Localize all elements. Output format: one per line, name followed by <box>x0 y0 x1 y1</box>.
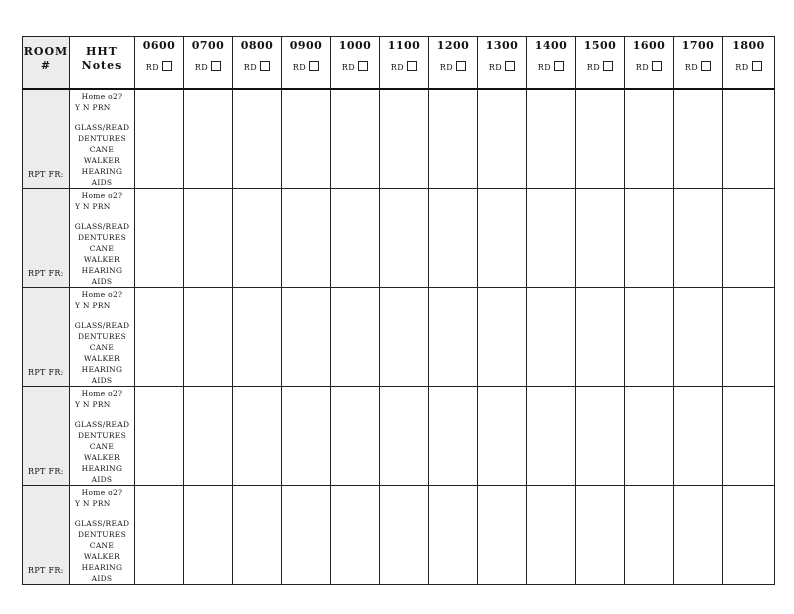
time-cell-1700[interactable] <box>674 387 723 486</box>
home-o2-label: Home o2? <box>81 488 123 497</box>
notes-header <box>70 37 135 90</box>
time-cell-0700[interactable] <box>184 387 233 486</box>
rd-checkbox[interactable] <box>554 61 564 71</box>
time-cell-1300[interactable] <box>478 486 527 585</box>
time-header-1700 <box>674 37 723 90</box>
time-header-1600 <box>625 37 674 90</box>
rd-control <box>429 61 477 72</box>
time-cell-0800[interactable] <box>233 387 282 486</box>
rd-label: RD <box>292 63 307 72</box>
rd-label: RD <box>341 63 356 72</box>
rd-label: RD <box>586 63 601 72</box>
time-label: 1200 <box>436 39 470 52</box>
time-cell-1400[interactable] <box>527 288 576 387</box>
rd-control <box>674 61 722 72</box>
rd-checkbox[interactable] <box>309 61 319 71</box>
glass-read-option[interactable]: GLASS/READ <box>74 519 130 528</box>
notes-header-line2: Notes <box>81 59 123 72</box>
time-header-1100 <box>380 37 429 90</box>
time-cell-0700[interactable] <box>184 189 233 288</box>
room-header-line2: # <box>40 59 52 72</box>
glass-read-option[interactable]: GLASS/READ <box>74 123 130 132</box>
time-cell-1500[interactable] <box>576 189 625 288</box>
time-cell-1100[interactable] <box>380 89 429 189</box>
time-label: 1500 <box>583 39 617 52</box>
patient-row <box>23 288 775 387</box>
rd-label: RD <box>390 63 405 72</box>
time-label: 1700 <box>681 39 715 52</box>
time-header-0900 <box>282 37 331 90</box>
spacer <box>70 212 134 221</box>
rd-label: RD <box>684 63 699 72</box>
time-cell-1000[interactable] <box>331 189 380 288</box>
time-cell-0900[interactable] <box>282 189 331 288</box>
rd-control <box>184 61 232 72</box>
time-cell-0900[interactable] <box>282 387 331 486</box>
time-cell-1000[interactable] <box>331 486 380 585</box>
rd-label: RD <box>488 63 503 72</box>
time-cell-1600[interactable] <box>625 387 674 486</box>
walker-option[interactable]: WALKER <box>83 552 121 561</box>
time-cell-1100[interactable] <box>380 189 429 288</box>
time-label: 1600 <box>632 39 666 52</box>
time-cell-1800[interactable] <box>723 189 775 288</box>
time-header-0800 <box>233 37 282 90</box>
rd-checkbox[interactable] <box>652 61 662 71</box>
rd-control <box>576 61 624 72</box>
time-cell-0900[interactable] <box>282 89 331 189</box>
yn-prn-options[interactable]: Y N PRN <box>75 202 111 211</box>
time-cell-1600[interactable] <box>625 288 674 387</box>
time-cell-1700[interactable] <box>674 486 723 585</box>
time-cell-1700[interactable] <box>674 288 723 387</box>
glass-read-option[interactable]: GLASS/READ <box>74 420 130 429</box>
rd-label: RD <box>537 63 552 72</box>
hearing-aids-option[interactable]: HEARING AIDS <box>81 167 123 187</box>
time-cell-0700[interactable] <box>184 89 233 189</box>
time-cell-1400[interactable] <box>527 189 576 288</box>
rpt-from-label: RPT FR: <box>28 368 64 377</box>
cane-option[interactable]: CANE <box>89 343 115 352</box>
yn-prn-options[interactable]: Y N PRN <box>75 103 111 112</box>
glass-read-option[interactable]: GLASS/READ <box>74 321 130 330</box>
time-cell-1000[interactable] <box>331 89 380 189</box>
room-cell[interactable] <box>23 288 70 387</box>
rd-control <box>527 61 575 72</box>
time-cell-1300[interactable] <box>478 288 527 387</box>
header-row <box>23 37 775 90</box>
rd-control <box>331 61 379 72</box>
walker-option[interactable]: WALKER <box>83 453 121 462</box>
time-cell-1600[interactable] <box>625 189 674 288</box>
time-cell-0700[interactable] <box>184 288 233 387</box>
time-header-0600 <box>135 37 184 90</box>
rd-checkbox[interactable] <box>211 61 221 71</box>
notes-cell <box>70 387 135 486</box>
time-cell-1800[interactable] <box>723 288 775 387</box>
cane-option[interactable]: CANE <box>89 442 115 451</box>
time-cell-1200[interactable] <box>429 486 478 585</box>
time-cell-0900[interactable] <box>282 486 331 585</box>
time-header-1800 <box>723 37 775 90</box>
time-label: 1800 <box>732 39 765 52</box>
room-cell[interactable] <box>23 89 70 189</box>
time-cell-1100[interactable] <box>380 387 429 486</box>
time-label: 0800 <box>240 39 274 52</box>
rd-label: RD <box>243 63 258 72</box>
room-cell[interactable] <box>23 189 70 288</box>
time-cell-1500[interactable] <box>576 387 625 486</box>
room-header <box>23 37 70 90</box>
time-header-0700 <box>184 37 233 90</box>
hearing-aids-option[interactable]: HEARING AIDS <box>81 563 123 583</box>
time-label: 1300 <box>485 39 519 52</box>
time-cell-1500[interactable] <box>576 288 625 387</box>
notes-cell <box>70 89 135 189</box>
time-cell-1800[interactable] <box>723 387 775 486</box>
walker-option[interactable]: WALKER <box>83 255 121 264</box>
time-cell-0800[interactable] <box>233 288 282 387</box>
rd-checkbox[interactable] <box>752 61 762 71</box>
rd-checkbox[interactable] <box>505 61 515 71</box>
spacer <box>70 410 134 419</box>
rd-control <box>135 61 183 72</box>
time-cell-0600[interactable] <box>135 288 184 387</box>
time-cell-1800[interactable] <box>723 486 775 585</box>
time-cell-0600[interactable] <box>135 486 184 585</box>
notes-cell <box>70 189 135 288</box>
time-cell-1800[interactable] <box>723 89 775 189</box>
home-o2-label: Home o2? <box>81 92 123 101</box>
rd-checkbox[interactable] <box>603 61 613 71</box>
rd-control <box>478 61 526 72</box>
home-o2-label: Home o2? <box>81 389 123 398</box>
yn-prn-options[interactable]: Y N PRN <box>75 499 111 508</box>
time-label: 1400 <box>534 39 568 52</box>
rd-label: RD <box>194 63 209 72</box>
patient-row <box>23 89 775 189</box>
rd-checkbox[interactable] <box>407 61 417 71</box>
time-cell-0800[interactable] <box>233 486 282 585</box>
rpt-from-label: RPT FR: <box>28 269 64 278</box>
rpt-from-label: RPT FR: <box>28 566 64 575</box>
time-cell-1200[interactable] <box>429 189 478 288</box>
time-cell-0600[interactable] <box>135 189 184 288</box>
cane-option[interactable]: CANE <box>89 244 115 253</box>
glass-read-option[interactable]: GLASS/READ <box>74 222 130 231</box>
dentures-option[interactable]: DENTURES <box>77 233 127 242</box>
room-header-line1: ROOM <box>23 45 69 58</box>
cane-option[interactable]: CANE <box>89 541 115 550</box>
time-cell-1200[interactable] <box>429 89 478 189</box>
time-label: 1100 <box>387 39 421 52</box>
hearing-aids-option[interactable]: HEARING AIDS <box>81 365 123 385</box>
time-cell-0600[interactable] <box>135 89 184 189</box>
walker-option[interactable]: WALKER <box>83 156 121 165</box>
walker-option[interactable]: WALKER <box>83 354 121 363</box>
time-label: 0600 <box>142 39 176 52</box>
time-cell-1300[interactable] <box>478 387 527 486</box>
time-cell-1400[interactable] <box>527 387 576 486</box>
rpt-from-label: RPT FR: <box>28 467 64 476</box>
notes-cell <box>70 486 135 585</box>
time-cell-1100[interactable] <box>380 288 429 387</box>
dentures-option[interactable]: DENTURES <box>77 431 127 440</box>
yn-prn-options[interactable]: Y N PRN <box>75 301 111 310</box>
time-cell-1700[interactable] <box>674 189 723 288</box>
rd-checkbox[interactable] <box>358 61 368 71</box>
time-cell-1400[interactable] <box>527 89 576 189</box>
time-cell-0700[interactable] <box>184 486 233 585</box>
time-cell-1600[interactable] <box>625 89 674 189</box>
hearing-aids-option[interactable]: HEARING AIDS <box>81 464 123 484</box>
time-header-1400 <box>527 37 576 90</box>
time-cell-1500[interactable] <box>576 486 625 585</box>
time-cell-1100[interactable] <box>380 486 429 585</box>
notes-header-line1: HHT <box>86 45 118 58</box>
time-label: 0900 <box>289 39 323 52</box>
home-o2-label: Home o2? <box>81 191 123 200</box>
time-cell-1200[interactable] <box>429 288 478 387</box>
rd-label: RD <box>145 63 160 72</box>
time-cell-1300[interactable] <box>478 89 527 189</box>
time-header-1300 <box>478 37 527 90</box>
spacer <box>70 311 134 320</box>
time-cell-1000[interactable] <box>331 387 380 486</box>
time-cell-1000[interactable] <box>331 288 380 387</box>
yn-prn-options[interactable]: Y N PRN <box>75 400 111 409</box>
rd-control <box>723 61 774 72</box>
time-header-1000 <box>331 37 380 90</box>
patient-row <box>23 387 775 486</box>
patient-row <box>23 189 775 288</box>
time-cell-0900[interactable] <box>282 288 331 387</box>
time-cell-1500[interactable] <box>576 89 625 189</box>
rd-checkbox[interactable] <box>162 61 172 71</box>
rd-checkbox[interactable] <box>456 61 466 71</box>
time-cell-1700[interactable] <box>674 89 723 189</box>
rd-label: RD <box>635 63 650 72</box>
dentures-option[interactable]: DENTURES <box>77 134 127 143</box>
home-o2-label: Home o2? <box>81 290 123 299</box>
rounding-sheet <box>22 36 775 585</box>
time-label: 1000 <box>338 39 372 52</box>
time-cell-1200[interactable] <box>429 387 478 486</box>
room-cell[interactable] <box>23 387 70 486</box>
time-cell-1600[interactable] <box>625 486 674 585</box>
rd-control <box>233 61 281 72</box>
rpt-from-label: RPT FR: <box>28 170 64 179</box>
spacer <box>70 509 134 518</box>
hearing-aids-option[interactable]: HEARING AIDS <box>81 266 123 286</box>
time-header-1200 <box>429 37 478 90</box>
time-cell-0800[interactable] <box>233 189 282 288</box>
rd-control <box>282 61 330 72</box>
time-cell-0600[interactable] <box>135 387 184 486</box>
time-label: 0700 <box>191 39 225 52</box>
time-header-1500 <box>576 37 625 90</box>
time-cell-1300[interactable] <box>478 189 527 288</box>
rd-checkbox[interactable] <box>260 61 270 71</box>
time-cell-1400[interactable] <box>527 486 576 585</box>
rd-label: RD <box>735 63 749 72</box>
rd-control <box>625 61 673 72</box>
rd-checkbox[interactable] <box>701 61 711 71</box>
dentures-option[interactable]: DENTURES <box>77 530 127 539</box>
rd-label: RD <box>439 63 454 72</box>
notes-cell <box>70 288 135 387</box>
room-cell[interactable] <box>23 486 70 585</box>
time-cell-0800[interactable] <box>233 89 282 189</box>
dentures-option[interactable]: DENTURES <box>77 332 127 341</box>
cane-option[interactable]: CANE <box>89 145 115 154</box>
spacer <box>70 113 134 122</box>
rd-control <box>380 61 428 72</box>
patient-row <box>23 486 775 585</box>
